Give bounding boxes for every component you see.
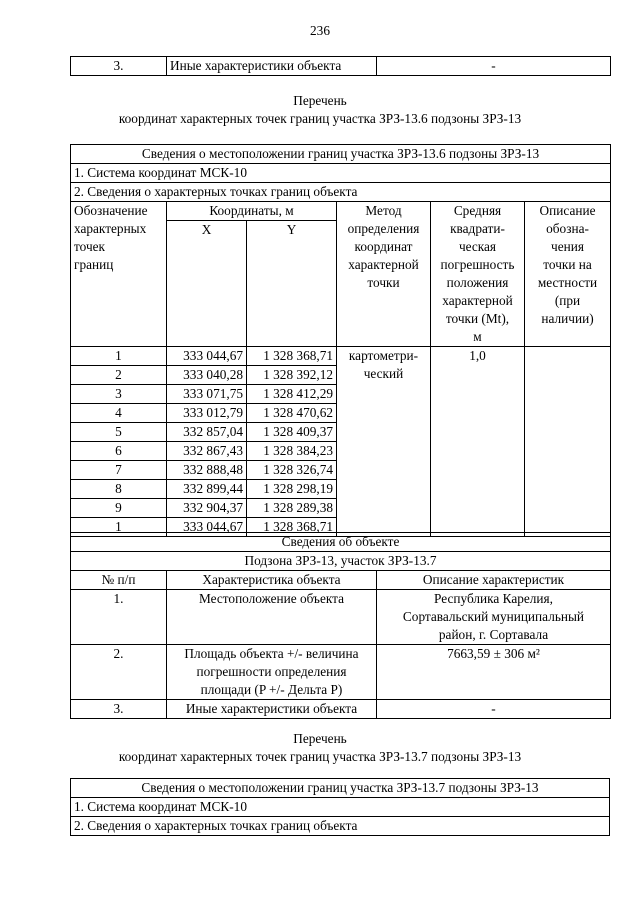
coordinates-table-13-6 bbox=[70, 144, 611, 537]
table-title: Сведения о местоположении границ участка ЗРЗ-13.6 подзоны ЗРЗ-13 bbox=[71, 145, 611, 164]
coordinates-table-13-7 bbox=[70, 778, 610, 836]
table-row: 8 332 899,44 1 328 298,19 bbox=[71, 480, 611, 499]
table-row: 1. Местоположение объекта Республика Карелия, Сортавальский муниципальный район, г. Сортавала bbox=[71, 590, 611, 645]
object-info-table-13-7 bbox=[70, 532, 611, 719]
header-characteristic: Характеристика объекта bbox=[167, 571, 377, 590]
top-characteristics-table bbox=[70, 56, 611, 76]
table-title: Сведения об объекте bbox=[71, 533, 611, 552]
point-y: 1 328 368,71 bbox=[247, 347, 337, 366]
heading-13-6 bbox=[0, 92, 640, 128]
heading-line1: Перечень bbox=[293, 93, 347, 108]
table-row: 6 332 867,43 1 328 384,23 bbox=[71, 442, 611, 461]
point-x: 333 044,67 bbox=[167, 347, 247, 366]
header-designation: Обозначение характерных точек границ bbox=[71, 202, 167, 347]
point-number: 1 bbox=[71, 347, 167, 366]
section-title: 2. Сведения о характерных точках границ объекта bbox=[71, 817, 610, 836]
error-value: 1,0 bbox=[431, 347, 525, 537]
row-label: Иные характеристики объекта bbox=[167, 57, 377, 76]
table-row: 5 332 857,04 1 328 409,37 bbox=[71, 423, 611, 442]
table-row bbox=[71, 347, 611, 366]
page-number: 236 bbox=[310, 23, 330, 38]
coordinate-system: 1. Система координат МСК-10 bbox=[71, 798, 610, 817]
header-y: Y bbox=[247, 221, 337, 347]
description-value bbox=[525, 347, 611, 537]
row-value: - bbox=[377, 57, 611, 76]
table-row: 2 333 040,28 1 328 392,12 bbox=[71, 366, 611, 385]
section-title: 2. Сведения о характерных точках границ объекта bbox=[71, 183, 611, 202]
table-row: 3 333 071,75 1 328 412,29 bbox=[71, 385, 611, 404]
table-row: 7 332 888,48 1 328 326,74 bbox=[71, 461, 611, 480]
table-row: 2. Площадь объекта +/- величина погрешности определения площади (P +/- Дельта P) 7663,59 ± 306 м² bbox=[71, 645, 611, 700]
header-coordinates: Координаты, м bbox=[167, 202, 337, 221]
table-title: Сведения о местоположении границ участка ЗРЗ-13.7 подзоны ЗРЗ-13 bbox=[71, 779, 610, 798]
row-number: 3. bbox=[71, 57, 167, 76]
header-description: Описание характеристик bbox=[377, 571, 611, 590]
header-method: Метод определения координат характерной точки bbox=[337, 202, 431, 347]
header-x: X bbox=[167, 221, 247, 347]
table-row bbox=[71, 57, 611, 76]
table-row: 1 333 044,67 1 328 368,71 bbox=[71, 518, 611, 537]
table-subtitle: Подзона ЗРЗ-13, участок ЗРЗ-13.7 bbox=[71, 552, 611, 571]
coordinate-system: 1. Система координат МСК-10 bbox=[71, 164, 611, 183]
table-row: 9 332 904,37 1 328 289,38 bbox=[71, 499, 611, 518]
heading-line1: Перечень bbox=[293, 731, 347, 746]
heading-line2: координат характерных точек границ участка ЗРЗ-13.6 подзоны ЗРЗ-13 bbox=[118, 111, 522, 126]
table-row: 3. Иные характеристики объекта - bbox=[71, 700, 611, 719]
method-value: картометри- ческий bbox=[337, 347, 431, 537]
header-error: Средняя квадрати- ческая погрешность положения характерной точки (Mt), м bbox=[431, 202, 525, 347]
heading-13-7 bbox=[0, 730, 640, 766]
heading-line2: координат характерных точек границ участка ЗРЗ-13.7 подзоны ЗРЗ-13 bbox=[118, 749, 522, 764]
table-row: 4 333 012,79 1 328 470,62 bbox=[71, 404, 611, 423]
header-description: Описание обозна- чения точки на местности (при наличии) bbox=[525, 202, 611, 347]
header-num: № п/п bbox=[71, 571, 167, 590]
